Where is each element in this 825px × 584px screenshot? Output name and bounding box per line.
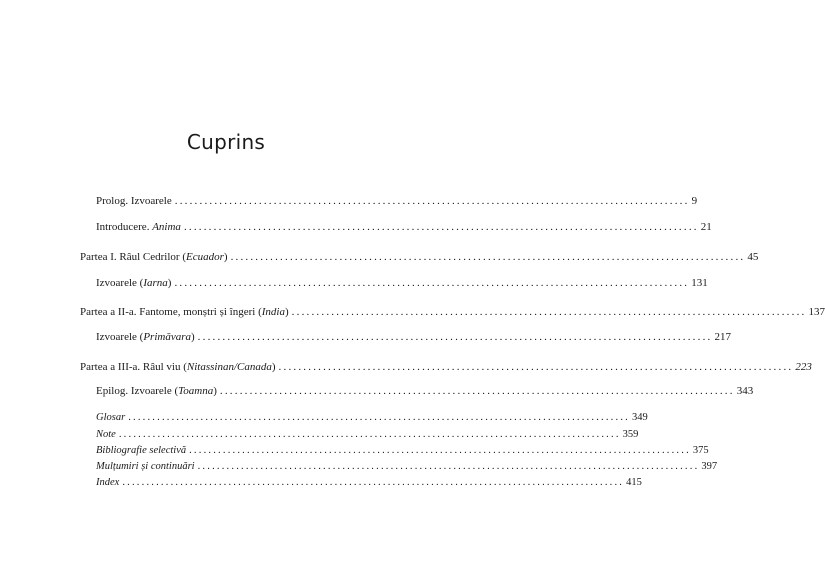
dot-leader: ........................................................................................................: [128, 412, 630, 423]
dot-leader: ........................................................................................................: [197, 331, 713, 343]
toc-entry-izvoarele-primavara: Izvoarele (Primăvara) ........................................................................................................ 217: [96, 331, 731, 343]
page-number: 223: [795, 361, 812, 373]
page-number: 131: [691, 277, 708, 289]
dot-leader: ........................................................................................................: [122, 477, 625, 488]
dot-leader: ........................................................................................................: [219, 385, 735, 397]
page-number: 349: [632, 412, 648, 423]
page-number: 375: [692, 445, 709, 456]
toc-entry-prolog: Prolog. Izvoarele ........................................................................................................ 9: [96, 195, 698, 207]
dot-leader: ........................................................................................................: [183, 221, 699, 233]
toc-entry-index: Index ........................................................................................................ 415: [96, 477, 642, 488]
page-number: 415: [626, 477, 642, 488]
toc-entry-glosar: Glosar ........................................................................................................ 349: [96, 412, 648, 423]
page-number: 359: [622, 429, 639, 440]
page-number: 9: [691, 195, 698, 207]
page-number: 137: [808, 306, 825, 318]
dot-leader: ........................................................................................................: [174, 195, 690, 207]
dot-leader: ........................................................................................................: [118, 429, 621, 440]
dot-leader: ........................................................................................................: [230, 251, 746, 263]
toc-entry-partea-3: Partea a III-a. Râul viu (Nitassinan/Canada) ........................................................................................................ 223: [80, 361, 812, 373]
toc-entry-partea-2: Partea a II-a. Fantome, monștri și îngeri (India) ........................................................................................................ 137: [80, 306, 825, 318]
toc-entry-bibliografie: Bibliografie selectivă ........................................................................................................ 375: [96, 445, 709, 456]
page-number: 217: [714, 331, 731, 343]
page-number: 343: [736, 385, 754, 397]
dot-leader: ........................................................................................................: [291, 306, 807, 318]
dot-leader: ........................................................................................................: [189, 445, 691, 456]
toc-entry-partea-1: Partea I. Râul Cedrilor (Ecuador) ........................................................................................................ 45: [80, 251, 759, 263]
page-number: 397: [701, 461, 718, 472]
toc-entry-izvoarele-iarna: Izvoarele (Iarna) ........................................................................................................ 131: [96, 277, 708, 289]
toc-entry-multumiri: Mulțumiri și continuări ........................................................................................................ 397: [96, 461, 718, 472]
dot-leader: ........................................................................................................: [174, 277, 690, 289]
page-number: 21: [700, 221, 712, 233]
toc-entry-introducere: Introducere. Anima ........................................................................................................ 21: [96, 221, 712, 233]
dot-leader: ........................................................................................................: [278, 361, 794, 373]
page-title: Cuprins: [186, 130, 266, 154]
toc-entry-note: Note ........................................................................................................ 359: [96, 429, 639, 440]
page-number: 45: [747, 251, 759, 263]
dot-leader: ........................................................................................................: [197, 461, 700, 472]
toc-entry-epilog: Epilog. Izvoarele (Toamna) ........................................................................................................ 343: [96, 385, 754, 397]
